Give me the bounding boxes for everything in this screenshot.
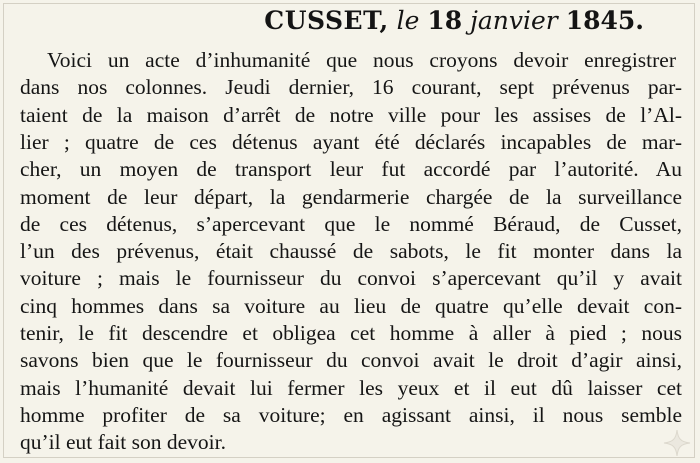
dateline-year: 1845. — [565, 6, 644, 35]
article-line-13: mais l’humanité devait lui fermer les yeux et il eut dû laisser cet — [20, 375, 682, 400]
article-line-5: cher, un moyen de transport leur fut accordé par l’autorité. Au — [20, 157, 682, 182]
article-line-15: qu’il eut fait son devoir. — [20, 430, 227, 455]
article-line-3: taient de la maison d’arrêt de notre ville pour les assises de l’Al- — [20, 102, 682, 127]
dateline-town: CUSSET, — [264, 6, 389, 35]
article-line-6: moment de leur départ, la gendarmerie chargée de la surveillance — [20, 184, 682, 209]
dateline-day: 18 — [427, 6, 463, 35]
article-line-14: homme profiter de sa voiture; en agissant ainsi, il nous semble — [20, 402, 682, 427]
article-line-7: de ces détenus, s’apercevant que le nommé Béraud, de Cusset, — [20, 211, 682, 236]
dateline — [264, 6, 644, 36]
dateline-month: janvier — [470, 6, 558, 35]
article-line-10: cinq hommes dans sa voiture au lieu de quatre qu’elle devait con- — [20, 293, 682, 318]
article-line-11: tenir, le fit descendre et obligea cet homme à aller à pied ; nous — [20, 321, 682, 345]
article-line-12: savons bien que le fournisseur du convoi avait le droit d’agir ainsi, — [20, 348, 682, 373]
dateline-le: le — [396, 6, 420, 35]
article-line-9: voiture ; mais le fournisseur du convoi s’apercevant qu’il y avait — [20, 266, 682, 291]
article-line-2: dans nos colonnes. Jeudi dernier, 16 courant, sept prévenus par- — [20, 75, 682, 100]
article-line-4: lier ; quatre de ces détenus ayant été déclarés incapables de mar- — [20, 129, 682, 154]
article-line-8: l’un des prévenus, était chaussé de sabots, le fit monter dans la — [20, 239, 682, 264]
sparkle-icon — [663, 429, 691, 457]
article-line-1: Voici un acte d’inhumanité que nous croyons devoir enregistrer — [47, 48, 676, 72]
